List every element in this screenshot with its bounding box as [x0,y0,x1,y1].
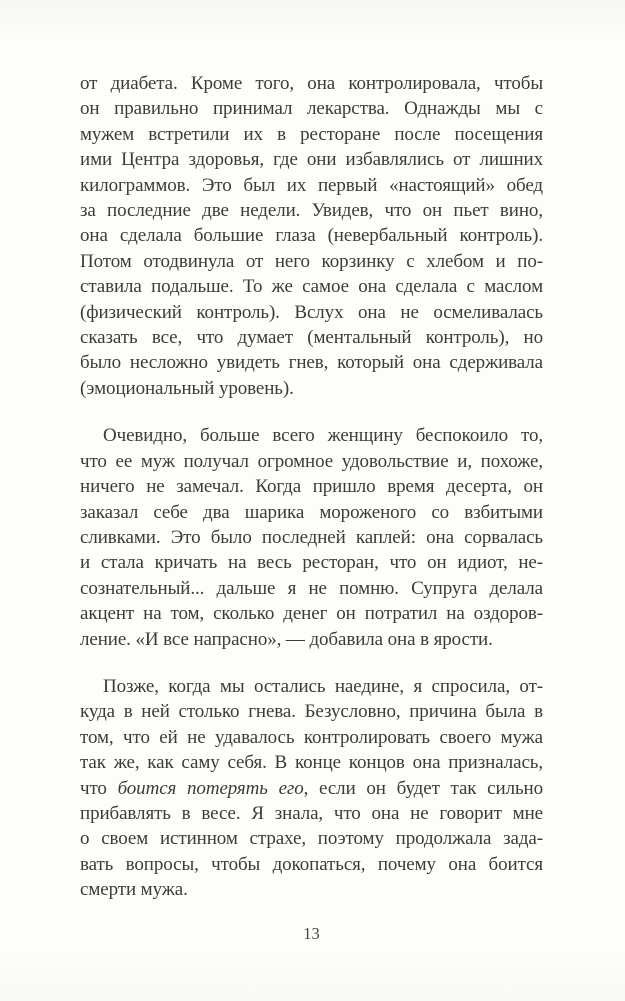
text-line [80,173,543,198]
text-segment: ление. «И все напрасно», — добавила она в ярости. [80,628,493,650]
text-segment: Потом отодвинула от него корзинку с хлебом и по- [80,250,543,272]
text-line [80,674,543,699]
text-line [80,474,543,499]
text-segment: Позже, когда мы остались наедине, я спросила, от- [103,675,543,697]
text-line [80,601,543,626]
text-segment: сказать все, что думает (ментальный контроль), но [80,327,543,349]
text-segment: так же, как саму себя. В конце концов она призналась, [80,752,543,774]
text-segment: ничего не замечал. Когда пришло время десерта, он [80,476,543,498]
text-line [80,300,543,325]
text-line [80,801,543,826]
text-segment: о своем истинном страхе, поэтому продолжала зада- [80,828,543,850]
paragraph [80,423,543,652]
text-segment: (физический контроль). Вслух она не осмеливалась [80,301,543,323]
text-segment: килограммов. Это был их первый «настоящий» обед [80,174,543,196]
text-line [80,325,543,350]
text-segment: заказал себе два шарика мороженого со взбитыми [80,501,543,523]
text-line [80,877,543,902]
text-line [80,96,543,121]
text-line [80,550,543,575]
text-line [80,500,543,525]
text-segment: сознательный... дальше я не помню. Супруга делала [80,577,543,599]
text-line [80,198,543,223]
text-line [80,776,543,801]
text-segment: мужем встретили их в ресторане после посещения [80,123,543,145]
text-segment: от диабета. Кроме того, она контролировала, чтобы [80,73,543,94]
text-segment: он правильно принимал лекарства. Однажды мы с [80,98,543,120]
text-segment: смерти мужа. [80,879,188,901]
text-line [80,750,543,775]
text-segment: ставила подальше. То же самое она сделала с маслом [80,276,543,298]
text-line [80,122,543,147]
text-line [80,627,543,652]
text-line [80,525,543,550]
text-segment: Очевидно, больше всего женщину беспокоило то, [103,425,543,447]
paragraph [80,71,543,401]
text-line [80,223,543,248]
text-line [80,576,543,601]
text-line [80,852,543,877]
text-segment: что ее муж получал огромное удовольствие и, похоже, [80,450,543,472]
text-segment: что [80,777,118,799]
text-line [80,350,543,375]
text-segment: за последние две недели. Увидев, что он пьет вино, [80,200,543,222]
text-segment: прибавлять в весе. Я знала, что она не говорит мне [80,802,543,824]
text-segment: (эмоциональный уровень). [80,377,294,399]
text-line [80,147,543,172]
text-segment: куда в ней столько гнева. Безусловно, причина была в [80,701,543,723]
emphasis-text: боится потерять его [117,777,304,799]
text-line [80,725,543,750]
text-line [80,699,543,724]
text-line [80,249,543,274]
text-line [80,71,543,96]
text-segment: том, что ей не удавалось контролировать своего мужа [80,726,543,748]
text-line [80,376,543,401]
text-segment: было несложно увидеть гнев, который она сдерживала [80,352,543,374]
text-segment: она сделала большие глаза (невербальный контроль). [80,225,543,247]
text-line [80,274,543,299]
page-text [80,71,543,903]
text-segment: вать вопросы, чтобы докопаться, почему она боится [80,853,543,875]
text-segment: сливками. Это было последней каплей: она сорвалась [80,526,543,548]
text-line [80,449,543,474]
text-segment: акцент на том, сколько денег он потратил на оздоров- [80,603,543,625]
text-line [80,423,543,448]
text-line [80,826,543,851]
text-segment: , если он будет так сильно [303,777,543,799]
paragraph [80,674,543,903]
page-number: 13 [303,923,320,943]
text-segment: ими Центра здоровья, где они избавлялись от лишних [80,149,543,171]
text-segment: и стала кричать на весь ресторан, что он идиот, не- [80,552,543,574]
